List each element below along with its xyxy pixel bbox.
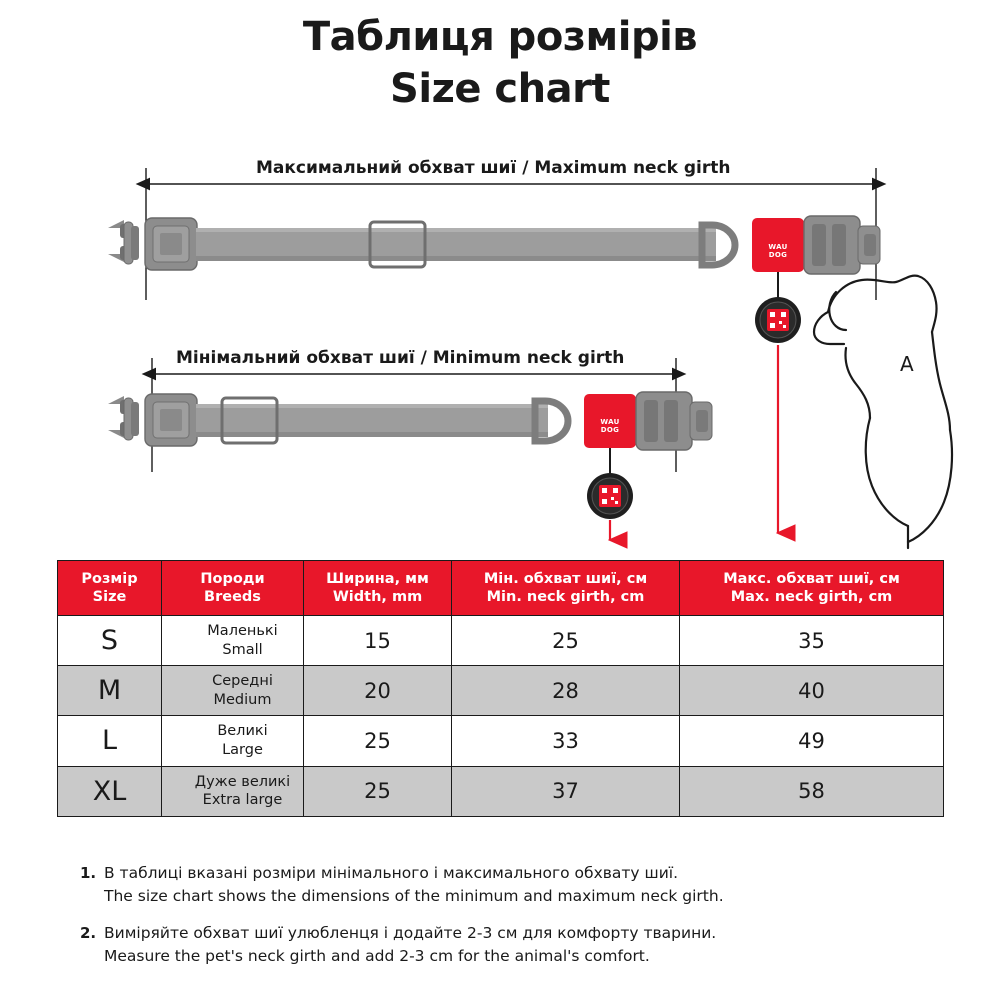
header-width-ua: Ширина, мм bbox=[326, 571, 429, 587]
header-width bbox=[304, 561, 452, 616]
size-table bbox=[57, 560, 944, 817]
header-breeds-ua: Породи bbox=[200, 571, 265, 587]
breed-en: Medium bbox=[213, 691, 272, 708]
dog-illustration bbox=[814, 276, 952, 548]
max-girth-label: Максимальний обхват шиї / Maximum neck girth bbox=[256, 158, 731, 178]
header-min-girth-ua: Мін. обхват шиї, см bbox=[483, 571, 648, 587]
qr-tag-bottom bbox=[587, 448, 633, 519]
cell-width: 25 bbox=[304, 766, 452, 816]
brand-text-bottom bbox=[597, 418, 623, 434]
cell-width: 20 bbox=[304, 666, 452, 716]
breed-ua: Середні bbox=[212, 673, 273, 690]
note-text bbox=[104, 922, 716, 969]
breed-en: Large bbox=[222, 741, 263, 758]
cell-max-girth: 58 bbox=[680, 766, 944, 816]
cell-max-girth: 49 bbox=[680, 716, 944, 766]
brand-line-2: DOG bbox=[600, 426, 620, 435]
breed-ua: Великі bbox=[217, 723, 268, 740]
cell-width: 15 bbox=[304, 616, 452, 666]
brand-text-top bbox=[765, 243, 791, 259]
cell-size: L bbox=[58, 716, 162, 766]
brand-line-2: DOG bbox=[768, 251, 788, 260]
breed-en: Small bbox=[222, 641, 263, 658]
note-item bbox=[80, 922, 960, 969]
cell-size: S bbox=[58, 616, 162, 666]
cell-breeds bbox=[162, 766, 304, 816]
cell-size: M bbox=[58, 666, 162, 716]
collar-clip-top bbox=[108, 220, 139, 264]
cell-breeds bbox=[162, 716, 304, 766]
header-max-girth-ua: Макс. обхват шиї, см bbox=[723, 571, 900, 587]
header-max-girth bbox=[680, 561, 944, 616]
breed-ua: Дуже великі bbox=[194, 773, 291, 790]
table-row bbox=[58, 766, 944, 816]
brand-line-1: WAU bbox=[600, 418, 620, 426]
header-min-girth bbox=[452, 561, 680, 616]
page-title-en: Size chart bbox=[390, 66, 610, 112]
cell-min-girth: 28 bbox=[452, 666, 680, 716]
header-size bbox=[58, 561, 162, 616]
note-text-ua: Виміряйте обхват шиї улюбленця і додайте 2-3 см для комфорту тварини. bbox=[104, 923, 717, 942]
header-width-en: Width, mm bbox=[332, 589, 423, 606]
cell-max-girth: 35 bbox=[680, 616, 944, 666]
table-row bbox=[58, 616, 944, 666]
table-row bbox=[58, 716, 944, 766]
notes-list bbox=[80, 862, 960, 981]
table-row bbox=[58, 666, 944, 716]
min-girth-label: Мінімальний обхват шиї / Minimum neck girth bbox=[176, 348, 625, 368]
size-table-wrap bbox=[57, 560, 943, 817]
breed-ua: Маленькі bbox=[207, 623, 278, 640]
note-number: 1. bbox=[80, 864, 97, 882]
header-min-girth-en: Min. neck girth, cm bbox=[486, 589, 645, 606]
qr-tag-top bbox=[755, 272, 801, 343]
page-title-ua: Таблиця розмірів bbox=[302, 14, 698, 60]
table-header-row bbox=[58, 561, 944, 616]
header-breeds bbox=[162, 561, 304, 616]
note-number: 2. bbox=[80, 923, 97, 942]
cell-min-girth: 25 bbox=[452, 616, 680, 666]
cell-size: XL bbox=[58, 766, 162, 816]
collar-clip-bottom bbox=[108, 396, 139, 440]
note-text-ua: В таблиці вказані розміри мінімального і максимального обхвату шиї. bbox=[104, 864, 679, 882]
brand-line-1: WAU bbox=[768, 243, 788, 251]
cell-max-girth: 40 bbox=[680, 666, 944, 716]
note-item bbox=[80, 862, 960, 909]
note-text bbox=[104, 862, 724, 909]
header-size-en: Size bbox=[92, 589, 127, 606]
cell-min-girth: 37 bbox=[452, 766, 680, 816]
cell-breeds bbox=[162, 666, 304, 716]
breed-en: Extra large bbox=[202, 792, 283, 809]
dog-tag-letter: A bbox=[900, 352, 914, 376]
cell-width: 25 bbox=[304, 716, 452, 766]
header-breeds-en: Breeds bbox=[204, 589, 261, 606]
cell-breeds bbox=[162, 616, 304, 666]
note-text-en: The size chart shows the dimensions of the minimum and maximum neck girth. bbox=[104, 887, 724, 906]
header-size-ua: Розмір bbox=[81, 571, 138, 587]
cell-min-girth: 33 bbox=[452, 716, 680, 766]
note-text-en: Measure the pet's neck girth and add 2-3 cm for the animal's comfort. bbox=[104, 946, 650, 965]
header-max-girth-en: Max. neck girth, cm bbox=[730, 589, 893, 606]
